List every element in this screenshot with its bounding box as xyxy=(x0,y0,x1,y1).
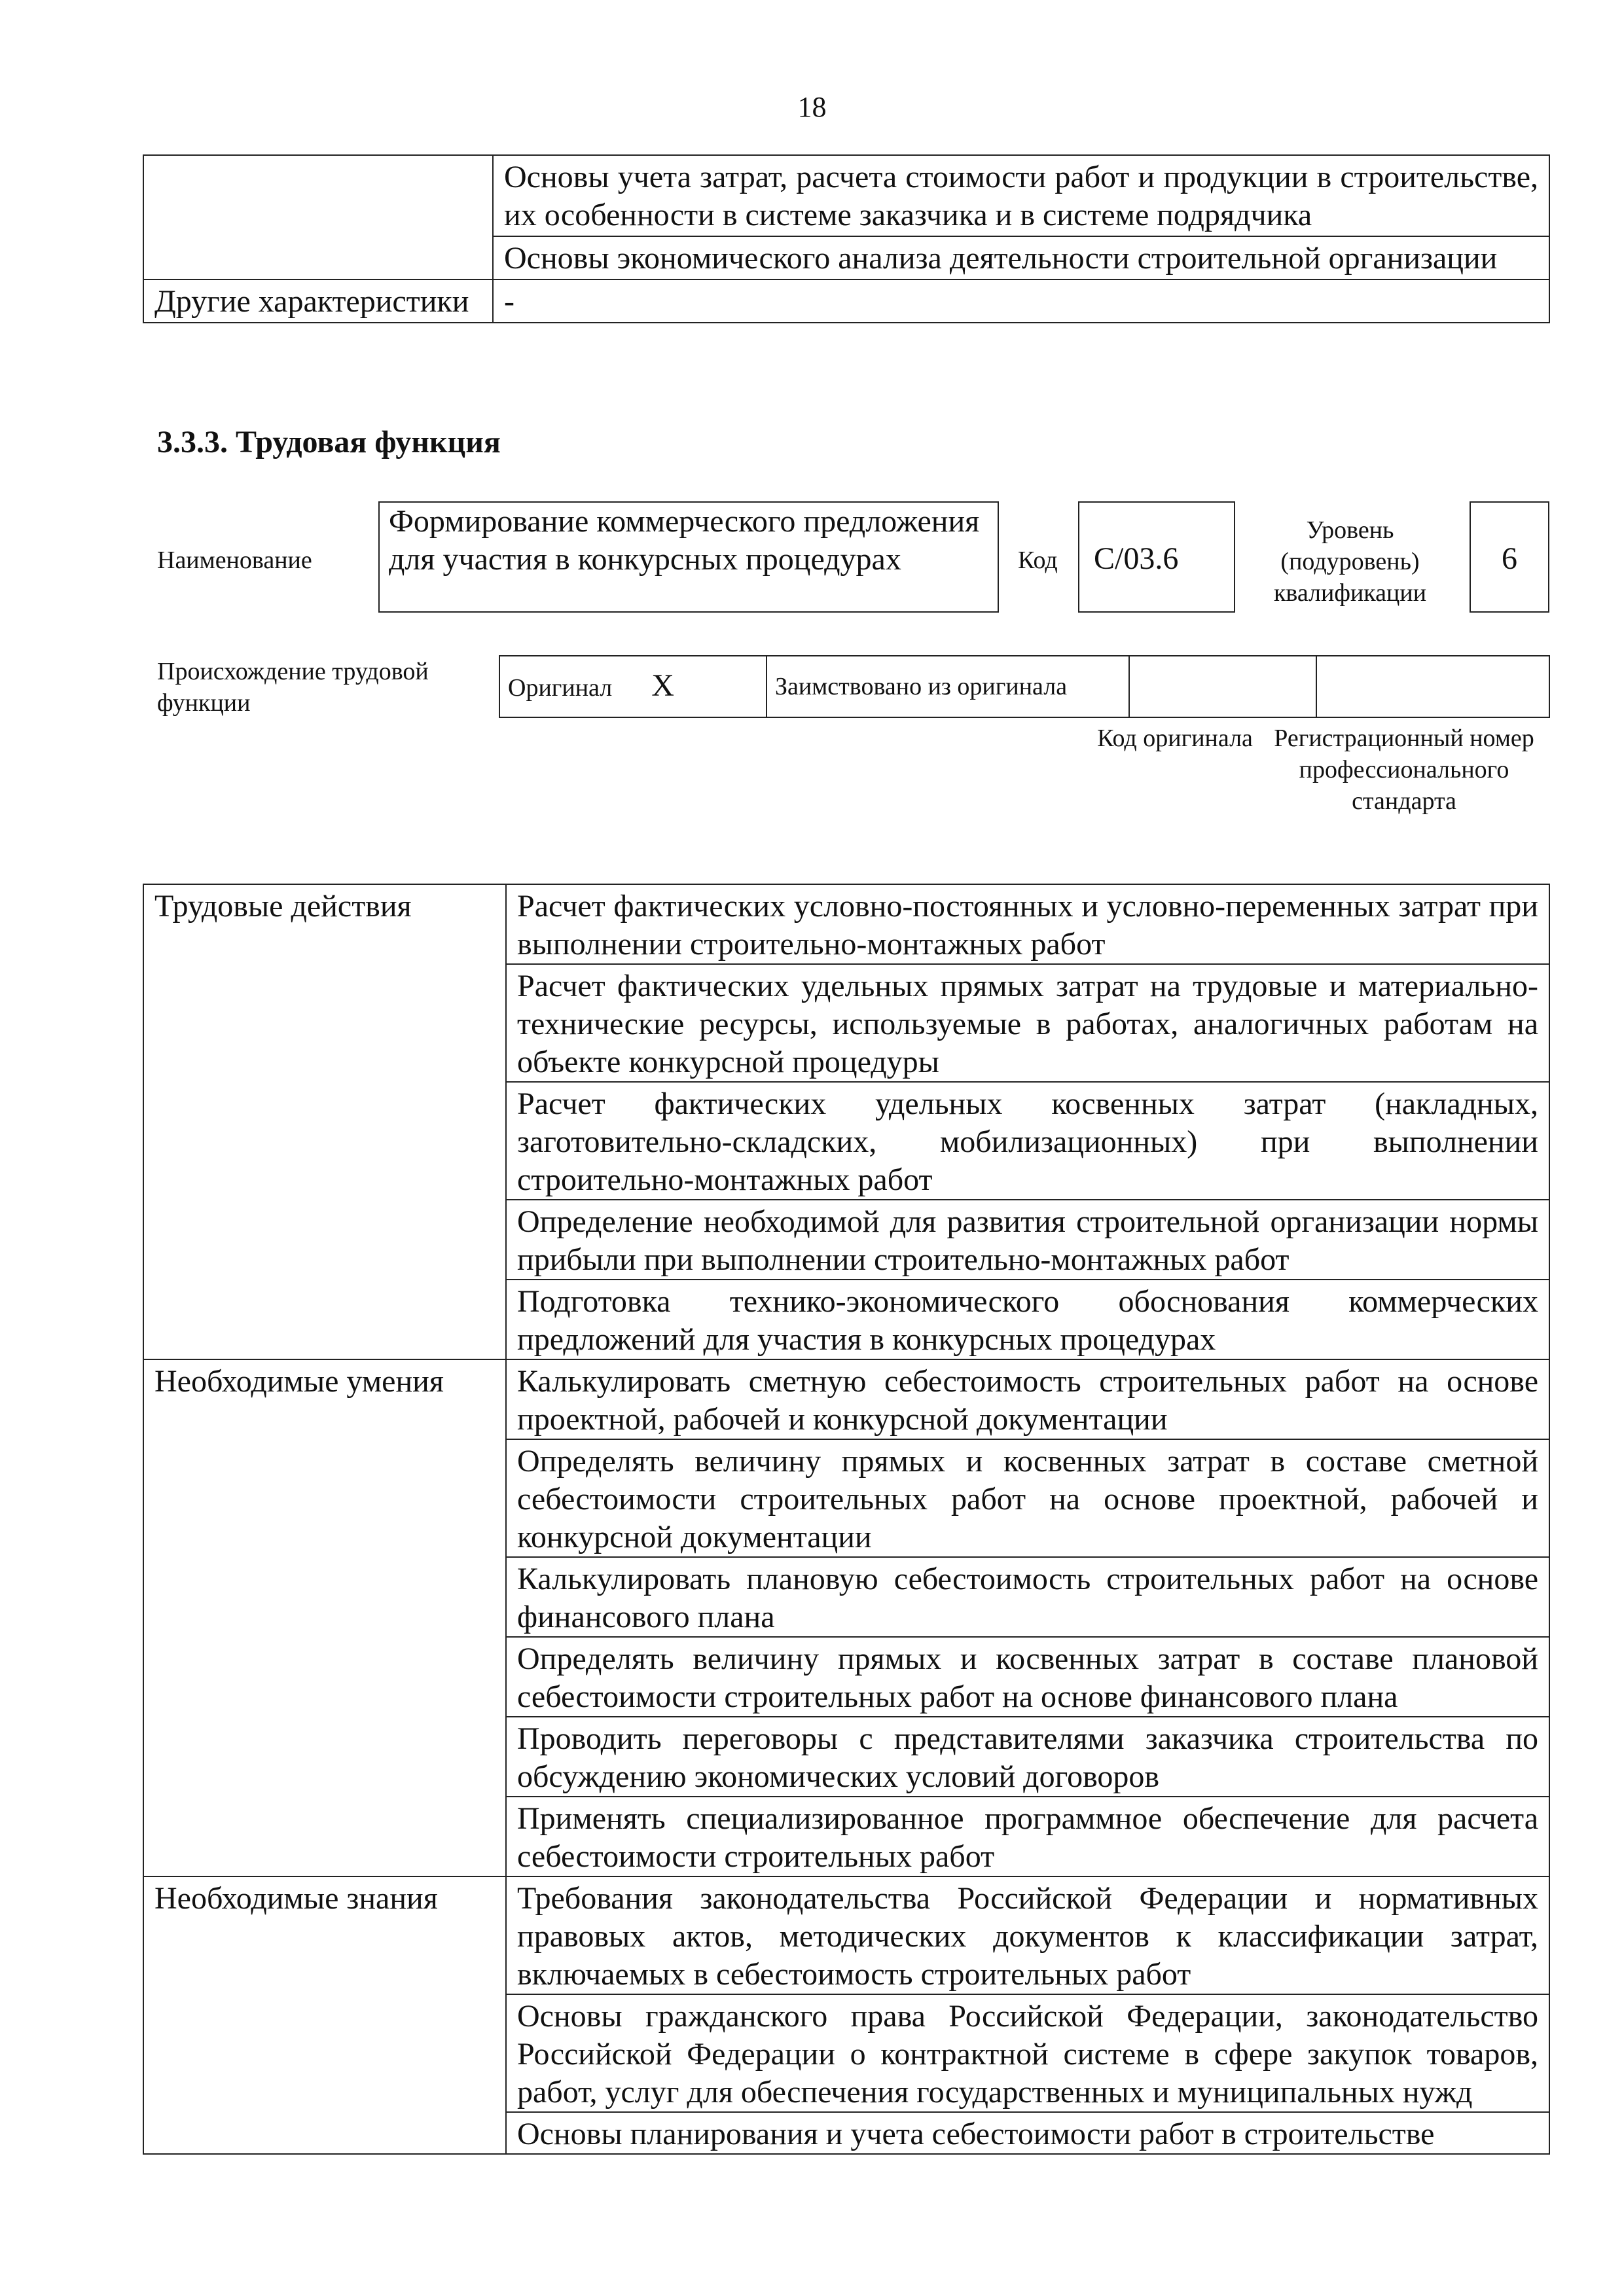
qualification-level-label: Уровень (подуровень) квалификации xyxy=(1273,516,1427,607)
code-label: Код xyxy=(1018,547,1058,574)
required-skills-label: Необходимые умения xyxy=(143,1359,506,1876)
empty-label-cell xyxy=(143,155,493,279)
labor-action: Расчет фактических удельных прямых затрат на трудовые и материально-технические ресурсы, используемые в работах, аналогичных работам на объекте конкурсной процедуры xyxy=(506,964,1549,1082)
knowledge-cell: Основы учета затрат, расчета стоимости работ и продукции в строительстве, их особенности в системе заказчика и в системе подрядчика xyxy=(493,155,1549,236)
other-characteristics-value: - xyxy=(493,279,1549,323)
original-code-caption: Код оригинала xyxy=(1097,725,1253,752)
top-table-continuation xyxy=(143,154,1550,323)
required-skill: Определять величину прямых и косвенных затрат в составе плановой себестоимости строительных работ на основе финансового плана xyxy=(506,1637,1549,1717)
page-number: 18 xyxy=(797,91,827,123)
required-skill: Определять величину прямых и косвенных затрат в составе сметной себестоимости строительных работ на основе проектной, рабочей и конкурсной документации xyxy=(506,1439,1549,1557)
origin-label: Происхождение трудовой функции xyxy=(157,658,429,717)
code-value-box: C/03.6 xyxy=(1078,501,1235,613)
labor-actions-label: Трудовые действия xyxy=(143,884,506,1359)
labor-action: Определение необходимой для развития строительной организации нормы прибыли при выполнении строительно-монтажных работ xyxy=(506,1200,1549,1280)
required-knowledge-label: Необходимые знания xyxy=(143,1876,506,2154)
original-label: Оригинал xyxy=(508,673,613,702)
origin-table xyxy=(499,655,1550,718)
required-knowledge: Основы гражданского права Российской Федерации, законодательство Российской Федерации о контрактной системе в сфере закупок товаров, работ, услуг для обеспечения государственных и муниципальных нужд xyxy=(506,1994,1549,2112)
section-title: 3.3.3. Трудовая функция xyxy=(157,425,501,459)
original-cell xyxy=(499,656,767,717)
original-code-cell xyxy=(1129,656,1316,717)
labor-function-table xyxy=(143,884,1550,2155)
qualification-level-box: 6 xyxy=(1470,501,1549,613)
required-skill: Калькулировать плановую себестоимость строительных работ на основе финансового плана xyxy=(506,1557,1549,1637)
required-skill: Проводить переговоры с представителями заказчика строительства по обсуждению экономических условий договоров xyxy=(506,1717,1549,1797)
required-knowledge: Основы планирования и учета себестоимости работ в строительстве xyxy=(506,2112,1549,2154)
name-label: Наименование xyxy=(157,547,312,574)
labor-action: Подготовка технико-экономического обоснования коммерческих предложений для участия в конкурсных процедурах xyxy=(506,1280,1549,1359)
function-name-box: Формирование коммерческого предложения для участия в конкурсных процедурах xyxy=(378,501,999,613)
required-skill: Применять специализированное программное обеспечение для расчета себестоимости строительных работ xyxy=(506,1797,1549,1876)
required-knowledge: Требования законодательства Российской Федерации и нормативных правовых актов, методических документов к классификации затрат, включаемых в себестоимость строительных работ xyxy=(506,1876,1549,1994)
borrowed-cell: Заимствовано из оригинала xyxy=(767,656,1129,717)
original-x-mark: X xyxy=(651,668,674,703)
labor-action: Расчет фактических удельных косвенных затрат (накладных, заготовительно-складских, мобилизационных) при выполнении строительно-монтажных работ xyxy=(506,1082,1549,1200)
knowledge-cell: Основы экономического анализа деятельности строительной организации xyxy=(493,236,1549,279)
required-skill: Калькулировать сметную себестоимость строительных работ на основе проектной, рабочей и конкурсной документации xyxy=(506,1359,1549,1439)
registration-number-caption: Регистрационный номер профессионального стандарта xyxy=(1274,725,1534,815)
labor-action: Расчет фактических условно-постоянных и условно-переменных затрат при выполнении строительно-монтажных работ xyxy=(506,884,1549,964)
other-characteristics-label: Другие характеристики xyxy=(143,279,493,323)
registration-number-cell xyxy=(1316,656,1549,717)
